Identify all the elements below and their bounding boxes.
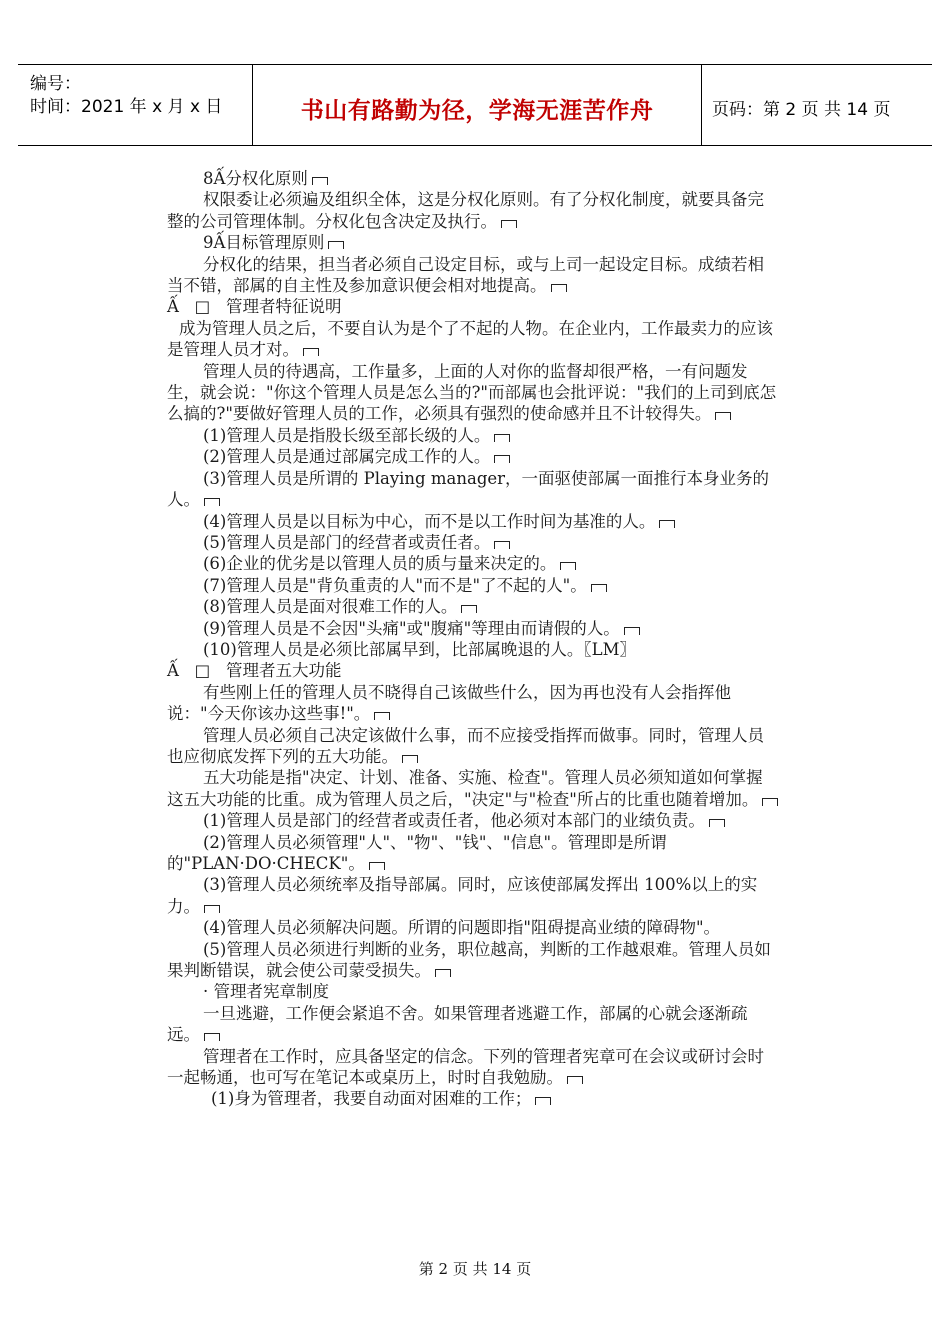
list-item-text: (2)管理人员必须管理"人"、"物"、"钱"、"信息"。管理即是所谓的"PLAN·DO·CHECK"。 bbox=[167, 832, 667, 873]
paragraph-mark-icon bbox=[204, 498, 220, 506]
motto: 书山有路勤为径，学海无涯苦作舟 bbox=[300, 98, 654, 124]
paragraph bbox=[167, 254, 779, 297]
list-item-text: (2)管理人员是通过部属完成工作的人。 bbox=[203, 447, 491, 467]
paragraph bbox=[167, 361, 779, 425]
paragraph-mark-icon bbox=[402, 755, 418, 763]
paragraph-mark-icon bbox=[762, 798, 778, 806]
heading-objectives: 9Ấ目标管理原则 bbox=[203, 233, 325, 253]
paragraph-mark-icon bbox=[369, 862, 385, 870]
paragraph-mark-icon bbox=[624, 627, 640, 635]
paragraph-mark-icon bbox=[709, 819, 725, 827]
list-item bbox=[167, 874, 779, 917]
list-item bbox=[167, 553, 779, 574]
section-heading: · 管理者宪章制度 bbox=[203, 982, 329, 1002]
list-item bbox=[167, 596, 779, 617]
paragraph-mark-icon bbox=[659, 520, 675, 528]
paragraph-text: 管理人员的待遇高，工作量多，上面的人对你的监督却很严格，一有问题发生，就会说："你这个管理人员是怎么当的?"而部属也会批评说："我们的上司到底怎么搞的?"要做好管理人员的工作，必须具有强烈的使命感并且不计较得失。 bbox=[167, 361, 777, 424]
paragraph bbox=[167, 1003, 779, 1046]
list-item-text: (1)身为管理者，我要自动面对困难的工作； bbox=[211, 1089, 532, 1109]
heading-decentralization: 8Ấ分权化原则 bbox=[203, 169, 308, 188]
list-item bbox=[167, 939, 779, 982]
page-info: 页码：第 2 页 共 14 页 bbox=[712, 100, 891, 120]
list-item: (10)管理人员是必须比部属早到，比部属晚退的人。〖LM〗 bbox=[203, 639, 636, 659]
paragraph-mark-icon bbox=[494, 541, 510, 549]
list-item-text: (1)管理人员是指股长级至部长级的人。 bbox=[203, 425, 491, 445]
paragraph-mark-icon bbox=[204, 905, 220, 913]
paragraph-text: 分权化的结果，担当者必须自己设定目标，或与上司一起设定目标。成绩若相当不错，部属的自主性及参加意识便会相对地提高。 bbox=[167, 254, 764, 296]
paragraph-text: 有些刚上任的管理人员不晓得自己该做些什么，因为再也没有人会指挥他说："今天你该办这些事!"。 bbox=[167, 682, 731, 724]
paragraph-text: 五大功能是指"决定、计划、准备、实施、检查"。管理人员必须知道如何掌握这五大功能的比重。成为管理人员之后，"决定"与"检查"所占的比重也随着增加。 bbox=[167, 768, 763, 809]
section-heading: Ấ □ 管理者特征说明 bbox=[167, 297, 342, 317]
list-item-text: (1)管理人员是部门的经营者或责任者，他必须对本部门的业绩负责。 bbox=[203, 811, 705, 831]
list-item bbox=[167, 511, 779, 532]
list-item bbox=[167, 446, 779, 467]
paragraph-mark-icon bbox=[328, 241, 344, 249]
header-page-cell bbox=[702, 65, 932, 145]
section-heading: Ấ □ 管理者五大功能 bbox=[167, 661, 342, 681]
list-item bbox=[167, 618, 779, 639]
paragraph-mark-icon bbox=[535, 1097, 551, 1105]
list-item bbox=[167, 1088, 779, 1109]
paragraph bbox=[167, 232, 779, 253]
list-item: (4)管理人员必须解决问题。所谓的问题即指"阻碍提高业绩的障碍物"。 bbox=[203, 918, 721, 938]
paragraph-mark-icon bbox=[435, 969, 451, 977]
list-item-text: (6)企业的优劣是以管理人员的质与量来决定的。 bbox=[203, 554, 557, 574]
list-item-text: (8)管理人员是面对很难工作的人。 bbox=[203, 597, 458, 617]
list-item bbox=[167, 575, 779, 596]
paragraph bbox=[167, 767, 779, 810]
paragraph-text: 一旦逃避，工作便会紧追不舍。如果管理者逃避工作，部属的心就会逐渐疏远。 bbox=[167, 1003, 748, 1045]
list-item bbox=[167, 425, 779, 446]
paragraph-text: 权限委让必须遍及组织全体，这是分权化原则。有了分权化制度，就要具备完整的公司管理体制。分权化包含决定及执行。 bbox=[167, 190, 764, 231]
paragraph bbox=[167, 1046, 779, 1089]
paragraph bbox=[167, 168, 779, 189]
paragraph-mark-icon bbox=[551, 284, 567, 292]
paragraph bbox=[167, 189, 779, 232]
document-body bbox=[167, 168, 779, 1110]
page-footer: 第 2 页 共 14 页 bbox=[418, 1260, 532, 1278]
list-item-text: (3)管理人员是所谓的 Playing manager，一面驱使部属一面推行本身业务的人。 bbox=[167, 468, 770, 510]
number-label: 编号： bbox=[30, 74, 81, 94]
list-item-text: (5)管理人员是部门的经营者或责任者。 bbox=[203, 532, 491, 552]
header-motto-cell bbox=[253, 65, 702, 145]
paragraph bbox=[167, 725, 779, 768]
time-label: 时间：2021 年 x 月 x 日 bbox=[30, 97, 223, 117]
list-item bbox=[167, 532, 779, 553]
list-item-text: (4)管理人员是以目标为中心，而不是以工作时间为基准的人。 bbox=[203, 511, 656, 531]
list-item-text: (3)管理人员必须统率及指导部属。同时，应该使部属发挥出 100%以上的实力。 bbox=[167, 875, 758, 916]
paragraph-mark-icon bbox=[312, 177, 328, 185]
list-item-text: (7)管理人员是"背负重责的人"而不是"了不起的人"。 bbox=[203, 575, 587, 595]
paragraph-mark-icon bbox=[591, 584, 607, 592]
paragraph bbox=[167, 318, 779, 361]
list-item-text: (5)管理人员必须进行判断的业务，职位越高，判断的工作越艰难。管理人员如果判断错误，就会使公司蒙受损失。 bbox=[167, 939, 771, 981]
paragraph-mark-icon bbox=[204, 1033, 220, 1041]
list-item bbox=[167, 468, 779, 511]
paragraph-mark-icon bbox=[303, 348, 319, 356]
paragraph-mark-icon bbox=[374, 712, 390, 720]
document-header bbox=[18, 64, 932, 146]
list-item bbox=[167, 810, 779, 831]
paragraph-mark-icon bbox=[461, 605, 477, 613]
paragraph-mark-icon bbox=[501, 220, 517, 228]
paragraph bbox=[167, 682, 779, 725]
paragraph-mark-icon bbox=[494, 455, 510, 463]
list-item bbox=[167, 832, 779, 875]
paragraph-text: 成为管理人员之后，不要自认为是个了不起的人物。在企业内，工作最卖力的应该是管理人员才对。 bbox=[167, 318, 773, 360]
paragraph-mark-icon bbox=[567, 1076, 583, 1084]
paragraph-text: 管理者在工作时，应具备坚定的信念。下列的管理者宪章可在会议或研讨会时一起畅通，也可写在笔记本或桌历上，时时自我勉励。 bbox=[167, 1046, 764, 1088]
header-info-cell bbox=[18, 65, 253, 145]
paragraph-mark-icon bbox=[560, 562, 576, 570]
list-item-text: (9)管理人员是不会因"头痛"或"腹痛"等理由而请假的人。 bbox=[203, 618, 620, 638]
paragraph-mark-icon bbox=[715, 412, 731, 420]
paragraph-text: 管理人员必须自己决定该做什么事，而不应接受指挥而做事。同时，管理人员也应彻底发挥下列的五大功能。 bbox=[167, 725, 764, 766]
paragraph-mark-icon bbox=[494, 434, 510, 442]
